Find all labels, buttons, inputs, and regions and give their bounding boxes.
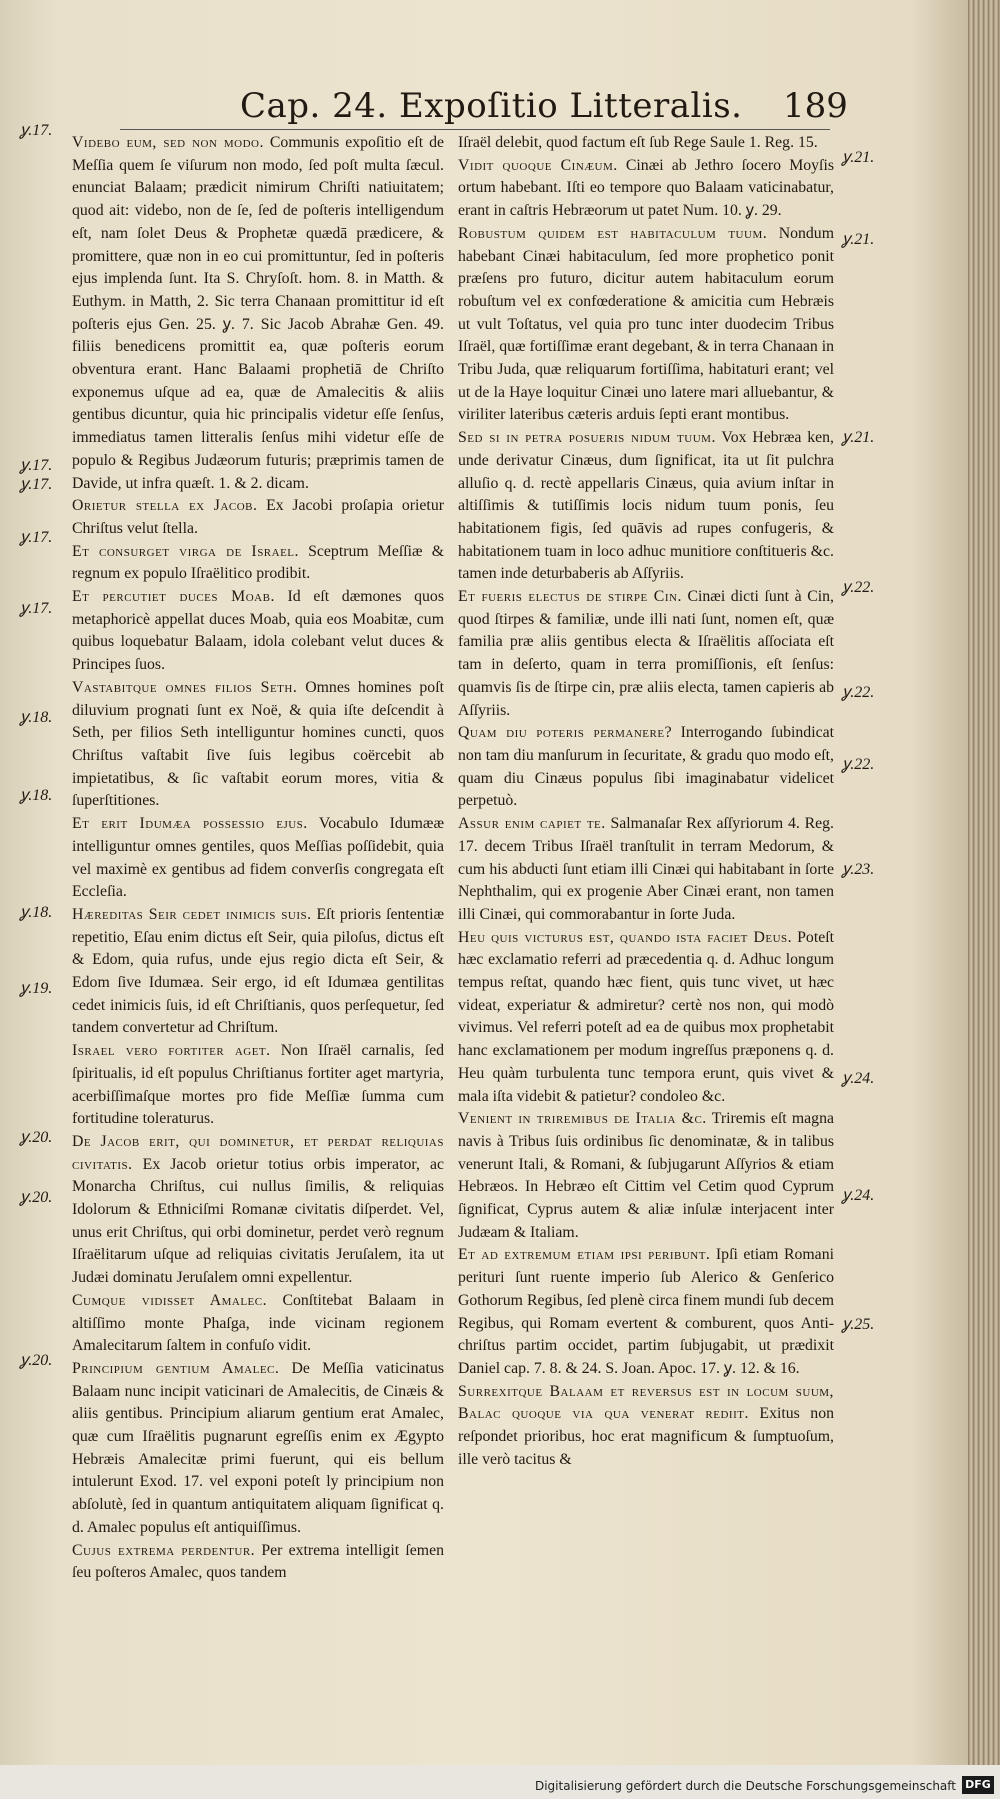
- commentary-text: Exitus non reſpondet prioribus, hoc erat magnificum & ſumptuoſum, ille verò tacitus &: [458, 1405, 834, 1468]
- commentary-text: Cinæi ab Jethro ſocero Moyſis ortum habebant. Iſti eo tempore quo Balaam vaticinabatur, erant in caſtris Hebræorum ut patet Num. 10. ỿ. 29.: [458, 156, 834, 220]
- paragraph: [458, 586, 834, 722]
- lemma: Cumque vidisset Amalec.: [72, 1291, 268, 1309]
- verse-reference: ỿ.18.: [20, 904, 53, 921]
- verse-reference: ỿ.20.: [20, 1189, 53, 1206]
- paragraph: [72, 495, 444, 540]
- lemma: De Jacob erit, qui dominetur, et perdat reliquias civitatis.: [72, 1132, 444, 1173]
- paragraph: [458, 427, 834, 586]
- verse-reference: ỿ.19.: [20, 980, 53, 997]
- paragraph: [72, 1540, 444, 1585]
- verse-reference: ỿ.18.: [20, 787, 53, 804]
- paragraph: [458, 132, 834, 155]
- paragraph: [72, 813, 444, 904]
- commentary-text: Communis expoſitio eſt de Meſſia quem ſe viſurum non modo, ſed poſt multa ſæcul. enunciat Balaam; prædicit nimirum Chriſti natiuitatem; quod ait: videbo, non de ſe, ſed de poſteris intelligendum eſt, nam ſolet Deus & Prophetæ quædā prædicere, & promittere, quæ non in eo cui promittuntur, ſed in poſteris ejus implenda ſunt. Ita S. Chryſoſt. hom. 8. in Matth. & Euthym. in Matth, 2. Sic terra Chanaan promittitur id eſt poſteris ejus Gen. 25. ỿ. 7. Sic Jacob Abrahæ Gen. 49. filiis benedicens promittit ea, quæ poſteris eorum obventura erant. Hanc Balaami prophetiā de Chriſto exponemus uſque ad ea, quæ de Amalecitis & aliis gentibus dicuntur, quia hic principalis videtur eſſe ſenſus, immediatus tamen litteralis ſenſus mihi videtur eſſe de populo & Regibus Judæorum futuris; præprimis tamen de Davide, ut infra quæſt. 1. & 2. dicam.: [72, 134, 444, 492]
- verse-reference: ỿ.18.: [20, 709, 53, 726]
- paragraph: [72, 132, 444, 495]
- paragraph: [458, 722, 834, 813]
- lemma: Israel vero fortiter aget.: [72, 1042, 271, 1060]
- paragraph: [72, 1290, 444, 1358]
- commentary-text: Cinæi dicti ſunt à Cin, quod ſtirpes & familiæ, unde illi nati ſunt, nomen eſt, quæ familia præ aliis gentibus electa & Iſraëlitis aſſociata eſt tam in deſerto, quam in terra promiſſionis, eſt ſenſus: quamvis ſis de ſtirpe cin, præ aliis electa, tamen capieris ab Aſſyriis.: [458, 588, 834, 719]
- commentary-text: Id eſt dæmones quos metaphoricè appellat duces Moab, quia eos Moabitæ, cum quibus loquebatur Balaam, idola colebant velut duces & Principes ſuos.: [72, 588, 444, 674]
- commentary-text: Vocabulo Idumææ intelliguntur omnes gentiles, quos Meſſias poſſidebit, quia vel maximè ex gentibus ad fidem converſis congregata eſt Eccleſia.: [72, 815, 444, 901]
- verse-reference: ỿ.17.: [20, 600, 53, 617]
- paragraph: [458, 223, 834, 427]
- commentary-text: Ex Jacobi proſapia orietur Chriſtus velut ſtella.: [72, 497, 444, 537]
- header-rule: [120, 129, 830, 130]
- verse-reference: ỿ.21.: [842, 231, 875, 248]
- paragraph: [72, 541, 444, 586]
- verse-reference: ỿ.25.: [842, 1316, 875, 1333]
- paragraph: [458, 1108, 834, 1244]
- lemma: Heu quis victurus est, quando ista faciet Deus.: [458, 928, 793, 946]
- paragraph: [458, 813, 834, 927]
- paragraph: [458, 1381, 834, 1472]
- lemma: Sed si in petra posueris nidum tuum.: [458, 429, 716, 447]
- paragraph: [458, 1244, 834, 1380]
- lemma: Venient in triremibus de Italia &c.: [458, 1110, 707, 1128]
- left-column: [72, 132, 444, 1585]
- verse-reference: ỿ.22.: [842, 579, 875, 596]
- lemma: Surrexitque Balaam et reversus est in locum suum, Balac quoque via qua venerat rediit.: [458, 1382, 834, 1423]
- paragraph: [458, 155, 834, 223]
- verse-reference: ỿ.17.: [20, 476, 53, 493]
- dfg-logo: DFG: [962, 1776, 994, 1794]
- verse-reference: ỿ.17.: [20, 529, 53, 546]
- commentary-text: Non Iſraël carnalis, ſed ſpiritualis, id eſt populus Chriſtianus fortiter aget martyria, acerbiſſimaſque mortes pro fide Meſſiæ ſumma cum fortitudine toleraturus.: [72, 1042, 444, 1128]
- commentary-text: Per extrema intelligit ſemen ſeu poſteros Amalec, quos tandem: [72, 1541, 444, 1582]
- verse-reference: ỿ.23.: [842, 861, 875, 878]
- commentary-text: Eſt prioris ſententiæ repetitio, Eſau enim dictus eſt Seir, quia piloſus, dictus eſt & Edom, quia rufus, unde ejus regio dicta eſt Seir, & Edom ſive Idumæa. Seir ergo, id eſt Idumæa gentilitas cedet inimicis ſuis, id eſt Chriſtianis, quos perſequetur, ſed tandem convertetur ad Chriſtum.: [72, 905, 444, 1037]
- commentary-text: Poteſt hæc exclamatio referri ad præcedentia q. d. Adhuc longum tempus reſtat, quando hæc fient, quis tunc vivet, ut hæc videat, experiatur & admiretur? certè nos non, qui modò vivimus. Vel referri poteſt ad ea de quibus mox prophetabit hanc exclamationem per modum ingreſſus præponens q. d. Heu quàm turbulenta tunc tempora erunt, quis vivet & mala iſta videbit & patietur? condoleo &c.: [458, 928, 834, 1105]
- lemma: Et consurget virga de Israel.: [72, 542, 299, 560]
- verse-reference: ỿ.21.: [842, 429, 875, 446]
- commentary-text: Iſraël delebit, quod factum eſt ſub Rege Saule 1. Reg. 15.: [458, 134, 818, 151]
- lemma: Et fueris electus de stirpe Cin.: [458, 588, 682, 606]
- verse-reference: ỿ.22.: [842, 684, 875, 701]
- lemma: Et percutiet duces Moab.: [72, 588, 275, 606]
- verse-reference: ỿ.17.: [20, 457, 53, 474]
- verse-reference: ỿ.22.: [842, 756, 875, 773]
- digitization-credit: Digitalisierung gefördert durch die Deutsche Forschungsgemeinschaft: [534, 1779, 956, 1793]
- right-column: [458, 132, 834, 1471]
- verse-reference: ỿ.24.: [842, 1070, 875, 1087]
- lemma: Principium gentium Amalec.: [72, 1359, 280, 1377]
- running-title: Cap. 24. Expoſitio Litteralis.: [240, 86, 743, 126]
- paragraph: [72, 904, 444, 1040]
- paragraph: [72, 586, 444, 677]
- commentary-text: Triremis eſt magna navis à Tribus ſuis ordinibus ſic denominatæ, & in talibus venerunt Itali, & Romani, & ſubjugarunt Aſſyrios & etiam Hebræos. In Hebræo eſt Cittim vel Cetim quod Cyprum ſignificat, Cyprus autem & aliæ inſulæ interjacent inter Judæam & Italiam.: [458, 1110, 834, 1241]
- lemma: Assur enim capiet te.: [458, 815, 606, 833]
- commentary-text: Omnes homines poſt diluvium prognati ſunt ex Noë, & quia iſte deſcendit à Seth, per filios Seth intelliguntur homines cuncti, quos Chriſtus vaſtabit ſive ſuis legibus coërcebit ab impietatibus, & ſic vaſtabit eorum mores, vitia & ſuperſtitiones.: [72, 678, 444, 810]
- lemma: Hæreditas Seir cedet inimicis suis.: [72, 905, 312, 923]
- book-fore-edge: [968, 0, 1000, 1765]
- footer: [0, 1765, 1000, 1799]
- commentary-text: Interrogando ſubindicat non tam diu manſurum in ſecuritate, & gradu quo modo eſt, quam diu Cinæus populus ſibi imaginabatur videlicet perpetuò.: [458, 724, 834, 810]
- commentary-text: Ex Jacob orietur totius orbis imperator, ac Monarcha Chriſtus, cui nullus ſimilis, & reliquias Idolorum & Ethniciſmi Romanæ civitatis diſperdet. Vel, unus erit Chriſtus, qui orbi dominetur, perdet verò regnum Iſraëlitarum uſque ad reliquias civitatis Jeruſalem, ita ut Judæi dominatu Jeruſalem omni expellentur.: [72, 1155, 444, 1287]
- lemma: Et ad extremum etiam ipsi peribunt.: [458, 1246, 711, 1264]
- verse-reference: ỿ.17.: [20, 122, 53, 139]
- lemma: Quam diu poteris permanere?: [458, 724, 673, 742]
- commentary-text: Sceptrum Meſſiæ & regnum ex populo Iſraëlitico prodibit.: [72, 542, 444, 583]
- paragraph: [72, 1131, 444, 1290]
- lemma: Orietur stella ex Jacob.: [72, 497, 258, 515]
- commentary-text: Nondum habebant Cinæi habitaculum, ſed more prophetico ponit præſens pro futuro, dicitur autem habitaculum eorum robuſtum vel ex confœderatione & amicitia cum Hebræis ut vult Toſtatus, vel quia pro tunc inter duodecim Tribus Iſraël, quæ fortiſſimæ erant degebant, & in terra Chanaan in Tribu Juda, quæ reliquarum fortiſſima, habitaturi erant; vel ut de la Haye loquitur Cinæi uno latere mari alluebantur, & viriliter lateribus cæteris arduis ſepti erant montibus.: [458, 224, 834, 424]
- commentary-text: Conſtitebat Balaam in altiſſimo monte Phaſga, inde vicinam regionem Amalecitarum ſaltem in confuſo vidit.: [72, 1291, 444, 1355]
- paragraph: [72, 1040, 444, 1131]
- lemma: Videbo eum, sed non modo.: [72, 134, 264, 151]
- commentary-text: Vox Hebræa ken, unde derivatur Cinæus, dum ſignificat, ita ut ſit pulchra alluſio q. d. rectè appellaris Cinæus, quia avium inſtar in altiſſimis & tutiſſimis locis nidum tuum ponis, ſeu habitationem figis, ſed quāvis ad rupes confugeris, & habitationem tuam in loco adhuc munitiore conſtitueris &c. tamen inde deturbaberis ab Aſſyriis.: [458, 429, 834, 583]
- lemma: Vastabitque omnes filios Seth.: [72, 678, 298, 696]
- verse-reference: ỿ.20.: [20, 1129, 53, 1146]
- commentary-text: Salmanaſar Rex aſſyriorum 4. Reg. 17. decem Tribus Iſraël tranſtulit in terram Medorum, & cum his abducti ſunt etiam illi Cinæi qui habitabant in ſorte Nephthalim, qui ex progenie Aber Cinæi erant, non tamen illi Cinæi, qui commorabantur in ſorte Juda.: [458, 815, 834, 923]
- verse-reference: ỿ.21.: [842, 149, 875, 166]
- lemma: Vidit quoque Cinæum.: [458, 156, 618, 174]
- paragraph: [72, 677, 444, 813]
- verse-reference: ỿ.20.: [20, 1352, 53, 1369]
- page-number: 189: [783, 86, 848, 126]
- lemma: Cujus extrema perdentur.: [72, 1541, 256, 1559]
- verse-reference: ỿ.24.: [842, 1187, 875, 1204]
- paragraph: [72, 1358, 444, 1540]
- paragraph: [458, 927, 834, 1109]
- commentary-text: De Meſſia vaticinatus Balaam nunc incipit vaticinari de Amalecitis, de Cinæis & aliis gentibus. Principium aliarum gentium erat Amalec, quæ cum Iſraëlitis pugnarunt egreſſis enim ex Ægypto Hebræis Amalecitæ primi fuerunt, qui eis bellum intulerunt Exod. 17. vel exponi poteſt ly principium non abſolutè, ſed in quantum antiquitatem aliquam ſignificat q. d. Amalec populus eſt antiquiſſimus.: [72, 1359, 444, 1536]
- lemma: Et erit Idumæa possessio ejus.: [72, 815, 308, 833]
- lemma: Robustum quidem est habitaculum tuum.: [458, 224, 768, 242]
- commentary-text: Ipſi etiam Romani perituri ſunt ruente imperio ſub Alerico & Genſerico Gothorum Regibus, ſed plenè circa finem mundi ſub decem Regibus, qui Romam evertent & comburent, quos Anti-chriſtus partim occidet, partim ſubjugabit, ut prædixit Daniel cap. 7. 8. & 24. S. Joan. Apoc. 17. ỿ. 12. & 16.: [458, 1246, 834, 1377]
